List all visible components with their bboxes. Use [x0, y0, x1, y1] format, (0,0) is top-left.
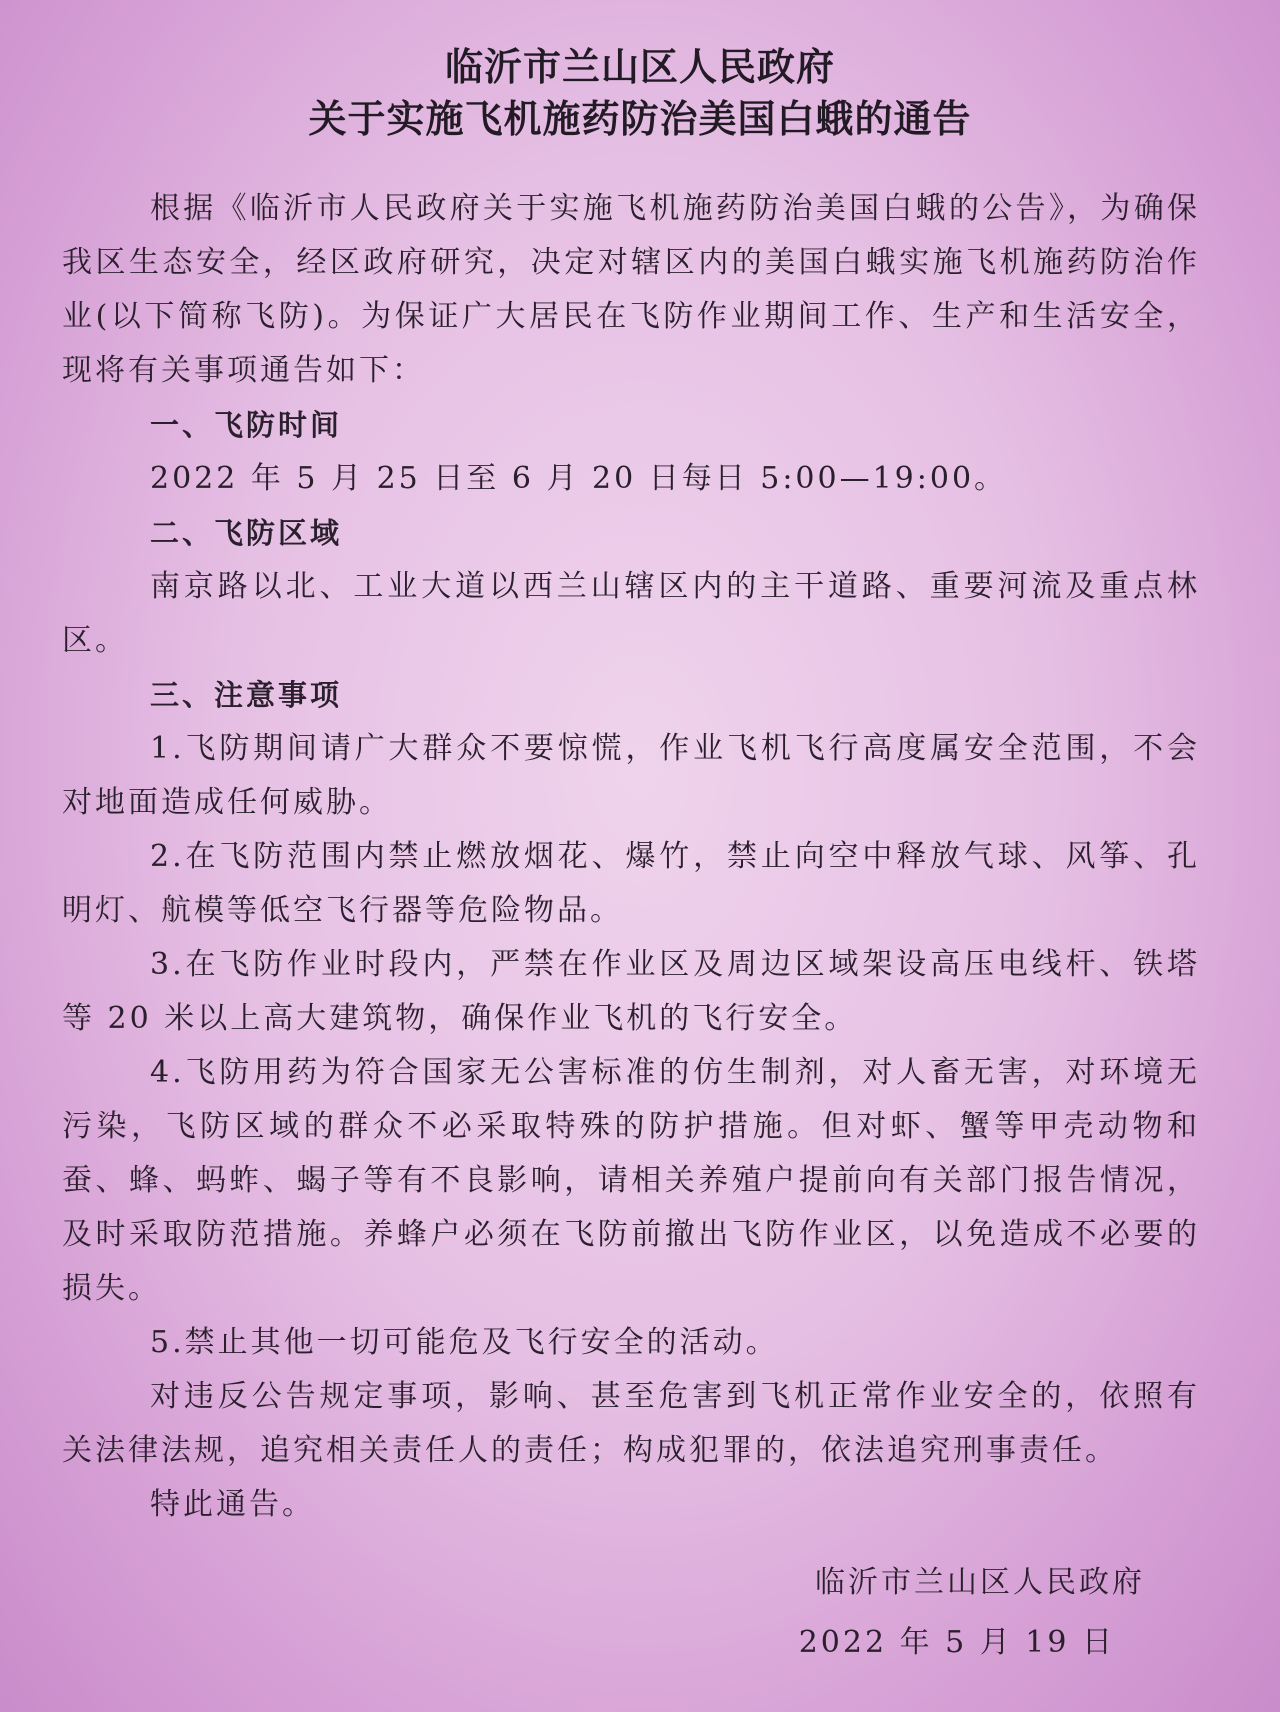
section3-heading: 三、注意事项: [150, 678, 343, 712]
document-body: [62, 182, 1200, 1532]
section2-text: 南京路以北、工业大道以西兰山辖区内的主干道路、重要河流及重点林区。: [62, 569, 1200, 658]
document-title-line1: 临沂市兰山区人民政府: [444, 45, 835, 89]
section1-heading: 一、飞防时间: [150, 408, 343, 442]
notice-item-1: 1.飞防期间请广大群众不要惊慌，作业飞机飞行高度属安全范围，不会对地面造成任何威胁。: [62, 731, 1200, 820]
section1-text: 2022 年 5 月 25 日至 6 月 20 日每日 5:00—19:00。: [150, 461, 1008, 496]
document-title-line2: 关于实施飞机施药防治美国白蛾的通告: [308, 97, 972, 141]
closing-paragraph: 对违反公告规定事项，影响、甚至危害到飞机正常作业安全的，依照有关法律法规，追究相关责任人的责任；构成犯罪的，依法追究刑事责任。: [62, 1379, 1200, 1468]
notice-item-2: 2.在飞防范围内禁止燃放烟花、爆竹，禁止向空中释放气球、风筝、孔明灯、航模等低空飞行器等危险物品。: [62, 839, 1200, 928]
intro-paragraph: 根据《临沂市人民政府关于实施飞机施药防治美国白蛾的公告》，为确保我区生态安全，经区政府研究，决定对辖区内的美国白蛾实施飞机施药防治作业(以下简称飞防)。为保证广大居民在飞防作业期间工作、生产和生活安全，现将有关事项通告如下：: [62, 191, 1200, 388]
signature-organization: 临沂市兰山区人民政府: [815, 1565, 1145, 1600]
signature-date: 2022 年 5 月 19 日: [798, 1625, 1115, 1660]
section2-heading: 二、飞防区域: [150, 516, 343, 550]
notice-end: 特此通告。: [150, 1487, 315, 1522]
notice-item-3: 3.在飞防作业时段内，严禁在作业区及周边区域架设高压电线杆、铁塔等 20 米以上高大建筑物，确保作业飞机的飞行安全。: [62, 947, 1200, 1036]
notice-item-4: 4.飞防用药为符合国家无公害标准的仿生制剂，对人畜无害，对环境无污染，飞防区域的群众不必采取特殊的防护措施。但对虾、蟹等甲壳动物和蚕、蜂、蚂蚱、蝎子等有不良影响，请相关养殖户提前向有关部门报告情况，及时采取防范措施。养蜂户必须在飞防前撤出飞防作业区，以免造成不必要的损失。: [62, 1055, 1200, 1306]
notice-item-5: 5.禁止其他一切可能危及飞行安全的活动。: [150, 1325, 779, 1360]
